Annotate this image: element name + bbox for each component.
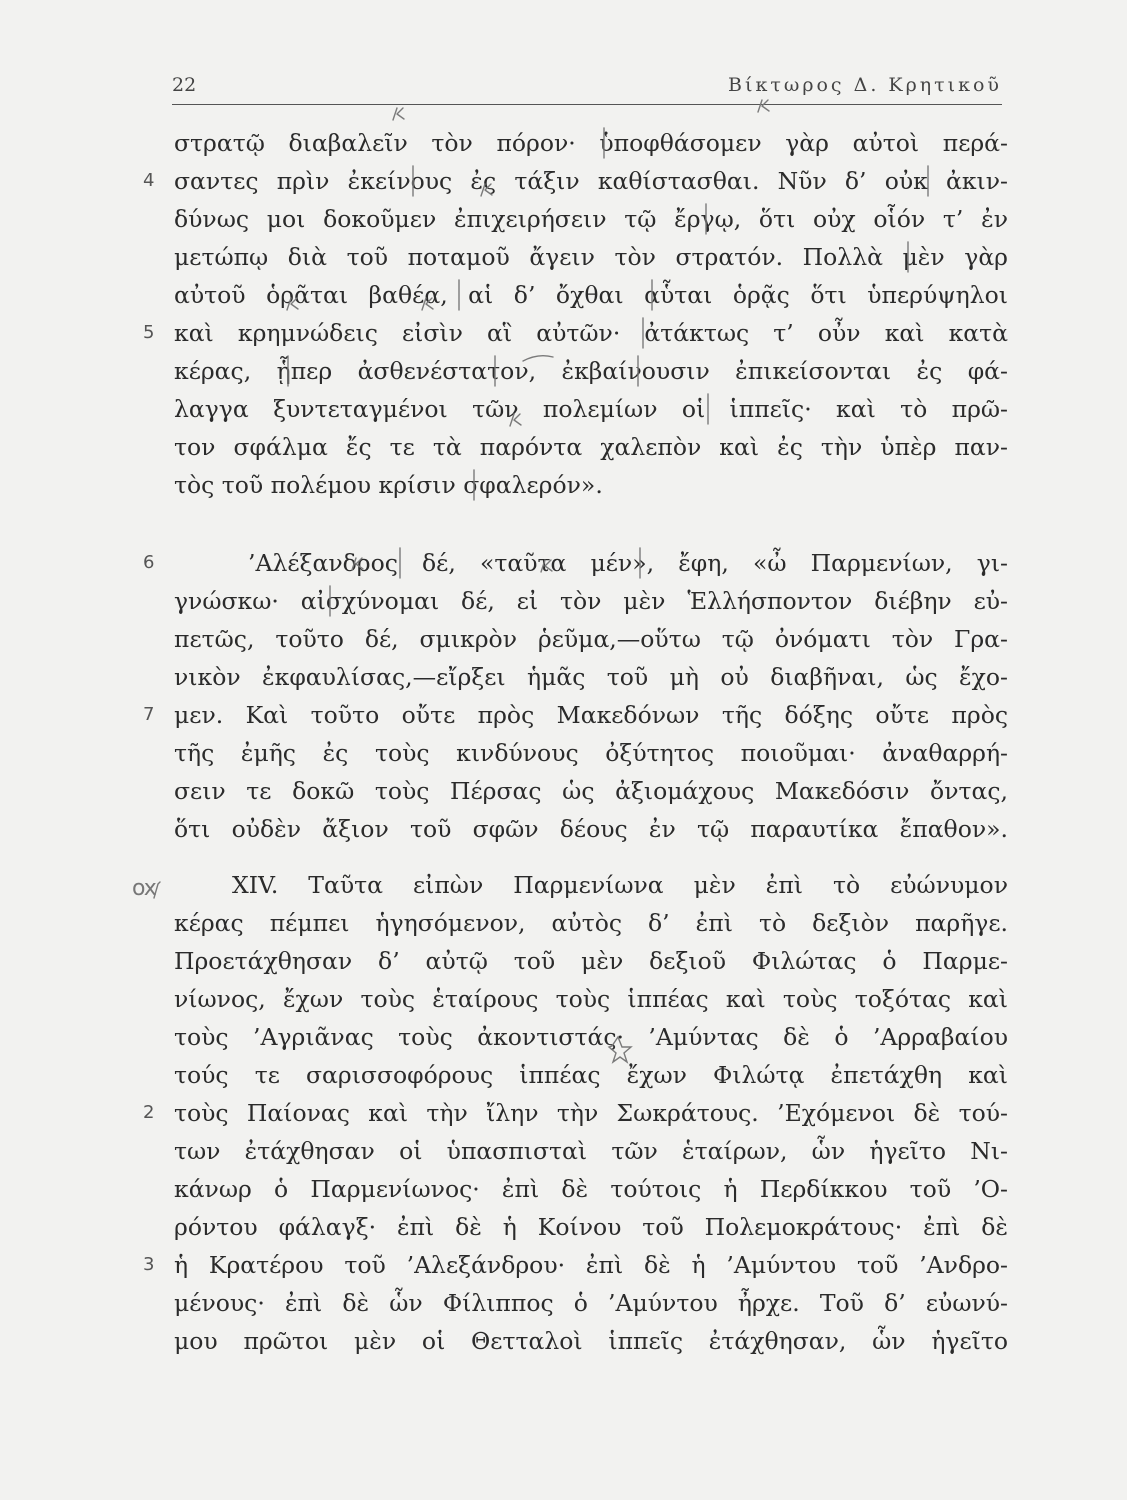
text-line: μένους· ἐπὶ δὲ ὧν Φίλιππος ὁ ’Αμύντου ἦρχε. Τοῦ δ’ εὐωνύ- (174, 1289, 1008, 1317)
text-line: στρατῷ διαβαλεῖν τὸν πόρον· ὑποφθάσομεν γὰρ αὐτοὶ περά- (174, 129, 1008, 157)
text-line: σαντες πρὶν ἐκείνους ἐς τάξιν καθίστασθαι. Νῦν δ’ οὐκ ἀκιν- (174, 167, 1008, 195)
text-line: νικὸν ἐκφαυλίσας,—εἴρξει ἡμᾶς τοῦ μὴ οὐ διαβῆναι, ὡς ἔχο- (174, 663, 1008, 691)
text-line: μεν. Καὶ τοῦτο οὔτε πρὸς Μακεδόνων τῆς δόξης οὔτε πρὸς (174, 701, 1008, 729)
text-line: τῆς ἐμῆς ἐς τοὺς κινδύνους ὀξύτητος ποιοῦμαι· ἀναθαρρή- (174, 739, 1008, 767)
text-line: λαγγα ξυντεταγμένοι τῶν πολεμίων οἱ ἱππεῖς· καὶ τὸ πρῶ- (174, 395, 1008, 423)
margin-section-number: 6 (143, 552, 155, 573)
running-head: Βίκτωρος Δ. Κρητικοῦ (728, 74, 1002, 96)
text-line: κάνωρ ὁ Παρμενίωνος· ἐπὶ δὲ τούτοις ἡ Περδίκκου τοῦ ’Ο- (174, 1175, 1008, 1203)
margin-section-number: 5 (143, 322, 155, 343)
text-line: σειν τε δοκῶ τοὺς Πέρσας ὡς ἀξιομάχους Μακεδόσιν ὄντας, (174, 777, 1008, 805)
text-line: ὅτι οὐδὲν ἄξιον τοῦ σφῶν δέους ἐν τῷ παραυτίκα ἔπαθον». (174, 815, 1008, 843)
text-line: ρόντου φάλαγξ· ἐπὶ δὲ ἡ Κοίνου τοῦ Πολεμοκράτους· ἐπὶ δὲ (174, 1213, 1008, 1241)
text-line: Προετάχθησαν δ’ αὐτῷ τοῦ μὲν δεξιοῦ Φιλώτας ὁ Παρμε- (174, 947, 1008, 975)
text-line: κέρας, ᾗπερ ἀσθενέστατον, ἐκβαίνουσιν ἐπικείσονται ἐς φά- (174, 357, 1008, 385)
text-line: τὸς τοῦ πολέμου κρίσιν σφαλερόν». (174, 471, 603, 499)
text-line: τοὺς Παίονας καὶ τὴν ἴλην τὴν Σωκράτους. ’Εχόμενοι δὲ τού- (174, 1099, 1008, 1127)
margin-section-number: 2 (143, 1102, 155, 1123)
text-line: ἡ Κρατέρου τοῦ ’Αλεξάνδρου· ἐπὶ δὲ ἡ ’Αμύντου τοῦ ’Ανδρο- (174, 1251, 1008, 1279)
text-line: δύνως μοι δοκοῦμεν ἐπιχειρήσειν τῷ ἔργῳ, ὅτι οὐχ οἷόν τ’ ἐν (174, 205, 1008, 233)
text-line: XIV. Ταῦτα εἰπὼν Παρμενίωνα μὲν ἐπὶ τὸ εὐώνυμον (232, 871, 1008, 899)
text-line: τοὺς ’Αγριᾶνας τοὺς ἀκοντιστάς· ’Αμύντας δὲ ὁ ’Αρραβαίου (174, 1023, 1008, 1051)
margin-section-number: 3 (143, 1254, 155, 1275)
text-line: αὐτοῦ ὁρᾶται βαθέα, αἱ δ’ ὄχθαι αὗται ὁρᾷς ὅτι ὑπερύψηλοι (174, 281, 1008, 309)
text-line: ’Αλέξανδρος δέ, «ταῦτα μέν», ἔφη, «ὦ Παρμενίων, γι- (248, 549, 1008, 577)
text-line: γνώσκω· αἰσχύνομαι δέ, εἰ τὸν μὲν Ἑλλήσποντον διέβην εὐ- (174, 587, 1008, 615)
margin-section-number: 4 (143, 170, 155, 191)
text-line: μετώπῳ διὰ τοῦ ποταμοῦ ἄγειν τὸν στρατόν. Πολλὰ μὲν γὰρ (174, 243, 1008, 271)
text-line: τον σφάλμα ἔς τε τὰ παρόντα χαλεπὸν καὶ ἐς τὴν ὑπὲρ παν- (174, 433, 1008, 461)
page-header (172, 72, 1002, 105)
text-line: νίωνος, ἔχων τοὺς ἑταίρους τοὺς ἱππέας καὶ τοὺς τοξότας καὶ (174, 985, 1008, 1013)
text-line: πετῶς, τοῦτο δέ, σμικρὸν ῥεῦμα,—οὕτω τῷ ὀνόματι τὸν Γρα- (174, 625, 1008, 653)
margin-section-number: 7 (143, 704, 155, 725)
page-number: 22 (172, 74, 197, 96)
text-line: των ἐτάχθησαν οἱ ὑπασπισταὶ τῶν ἑταίρων, ὧν ἡγεῖτο Νι- (174, 1137, 1008, 1165)
text-line: τούς τε σαρισσοφόρους ἱππέας ἔχων Φιλώτᾳ ἐπετάχθη καὶ (174, 1061, 1008, 1089)
handwritten-margin-note: ox (132, 876, 156, 901)
text-line: μου πρῶτοι μὲν οἱ Θετταλοὶ ἱππεῖς ἐτάχθησαν, ὧν ἡγεῖτο (174, 1327, 1008, 1355)
text-line: κέρας πέμπει ἡγησόμενον, αὐτὸς δ’ ἐπὶ τὸ δεξιὸν παρῆγε. (174, 909, 1008, 937)
text-line: καὶ κρημνώδεις εἰσὶν αἳ αὐτῶν· ἀτάκτως τ’ οὖν καὶ κατὰ (174, 319, 1008, 347)
pencil-mark-k (393, 108, 404, 120)
